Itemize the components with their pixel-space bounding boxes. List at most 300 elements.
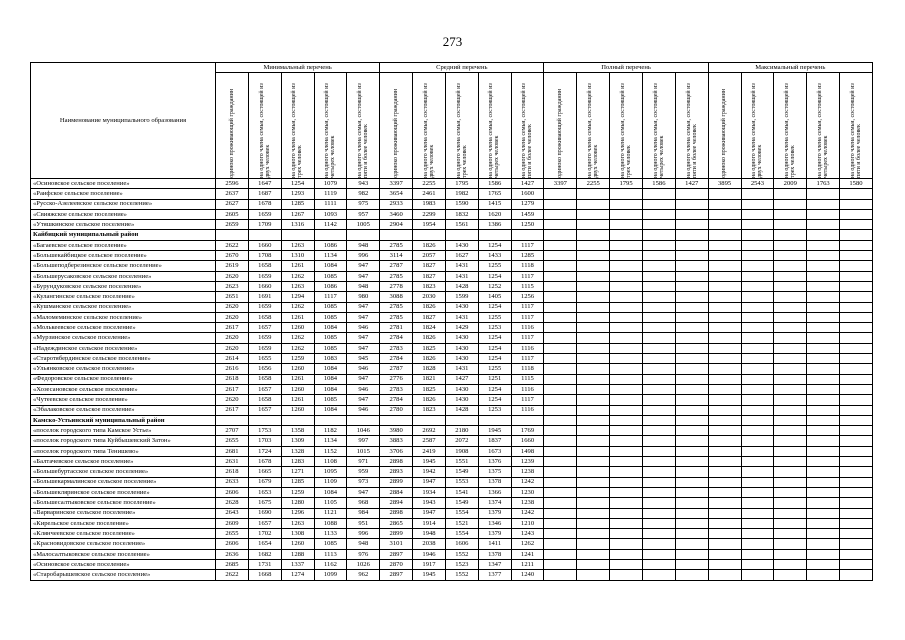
table-row [31,292,873,302]
value-cell: 2637 [216,189,249,199]
empty-cell [642,199,675,209]
municipality-name: «Большеподберезинское сельское поселение» [31,261,216,271]
value-cell: 1826 [413,333,446,343]
value-cell: 947 [347,312,380,322]
empty-cell [248,415,281,425]
region-name: Камско-Устьинский муниципальный район [31,415,216,425]
empty-cell [577,312,610,322]
municipality-name: «Кушманское сельское поселение» [31,302,216,312]
table-row [31,467,873,477]
column-header [741,73,774,179]
empty-cell [807,549,840,559]
empty-cell [544,539,577,549]
value-cell: 1580 [840,179,873,189]
municipality-name: «Старобарышевское сельское поселение» [31,570,216,580]
value-cell: 1308 [281,529,314,539]
empty-cell [774,292,807,302]
empty-cell [840,549,873,559]
empty-cell [807,405,840,415]
empty-cell [807,271,840,281]
value-cell: 1827 [413,271,446,281]
table-row [31,312,873,322]
empty-cell [807,209,840,219]
empty-cell [840,189,873,199]
value-cell: 1430 [445,384,478,394]
empty-cell [544,281,577,291]
value-cell: 1253 [478,405,511,415]
value-cell: 946 [347,364,380,374]
group-header: Минимальный перечень [216,63,380,73]
value-cell: 2685 [216,559,249,569]
empty-cell [675,189,708,199]
empty-cell [741,364,774,374]
value-cell: 2180 [445,426,478,436]
value-cell: 975 [347,199,380,209]
empty-cell [577,487,610,497]
empty-cell [544,405,577,415]
empty-cell [840,251,873,261]
value-cell: 1431 [445,364,478,374]
empty-cell [741,281,774,291]
column-header-label: на одного члена семьи, состоящей из пяти и более человек [521,83,534,178]
value-cell: 1832 [445,209,478,219]
value-cell: 1152 [314,446,347,456]
empty-cell [840,312,873,322]
value-cell: 1118 [511,364,544,374]
municipality-name: «Раифское сельское поселение» [31,189,216,199]
value-cell: 947 [347,395,380,405]
empty-cell [610,323,643,333]
empty-cell [675,292,708,302]
column-header [281,73,314,179]
empty-cell [708,436,741,446]
empty-cell [741,209,774,219]
value-cell: 1254 [478,333,511,343]
empty-cell [577,446,610,456]
municipality-name: «Большекайбицкое сельское поселение» [31,251,216,261]
empty-cell [840,415,873,425]
empty-cell [577,436,610,446]
value-cell: 1659 [248,271,281,281]
value-cell: 1238 [511,498,544,508]
empty-cell [577,415,610,425]
value-cell: 1823 [413,405,446,415]
empty-cell [807,508,840,518]
value-cell: 1825 [413,384,446,394]
value-cell: 1115 [511,281,544,291]
value-cell: 3654 [380,189,413,199]
column-header-label: одиноко проживающий гражданин [721,89,728,178]
value-cell: 946 [347,384,380,394]
value-cell: 1431 [445,261,478,271]
value-cell: 1240 [511,570,544,580]
value-cell: 1823 [413,281,446,291]
empty-cell [708,302,741,312]
empty-cell [577,209,610,219]
value-cell: 1253 [478,323,511,333]
empty-cell [774,539,807,549]
empty-cell [774,549,807,559]
value-cell: 2898 [380,457,413,467]
table-row [31,405,873,415]
empty-cell [807,395,840,405]
table-row [31,508,873,518]
value-cell: 3397 [380,179,413,189]
value-cell: 1085 [314,343,347,353]
empty-cell [544,426,577,436]
empty-cell [708,487,741,497]
empty-cell [840,384,873,394]
empty-cell [577,518,610,528]
value-cell: 2618 [216,374,249,384]
value-cell: 1316 [281,220,314,230]
empty-cell [708,508,741,518]
value-cell: 1116 [511,405,544,415]
value-cell: 1658 [248,261,281,271]
empty-cell [544,230,577,240]
table-row [31,426,873,436]
column-header-label: на одного члена семьи, состоящей из четырех человек [816,83,830,178]
empty-cell [675,395,708,405]
value-cell: 2643 [216,508,249,518]
value-cell: 1162 [314,559,347,569]
empty-cell [675,230,708,240]
value-cell: 996 [347,251,380,261]
empty-cell [741,549,774,559]
table-row [31,457,873,467]
empty-cell [741,539,774,549]
table-row [31,323,873,333]
value-cell: 1085 [314,312,347,322]
empty-cell [708,477,741,487]
value-cell: 2784 [380,395,413,405]
value-cell: 1553 [445,477,478,487]
value-cell: 1294 [281,292,314,302]
value-cell: 1374 [478,498,511,508]
value-cell: 1673 [478,446,511,456]
value-cell: 1309 [281,436,314,446]
empty-cell [741,426,774,436]
empty-cell [642,549,675,559]
municipality-name: «Кулангинское сельское поселение» [31,292,216,302]
table-row [31,199,873,209]
municipality-name: «Надеждинское сельское поселение» [31,343,216,353]
value-cell: 1627 [445,251,478,261]
value-cell: 2655 [216,529,249,539]
value-cell: 1084 [314,323,347,333]
empty-cell [708,549,741,559]
empty-cell [675,354,708,364]
empty-cell [675,487,708,497]
value-cell: 1239 [511,457,544,467]
value-cell: 1267 [281,209,314,219]
empty-cell [708,292,741,302]
value-cell: 2617 [216,384,249,394]
empty-cell [610,405,643,415]
empty-cell [741,251,774,261]
value-cell: 1427 [675,179,708,189]
municipality-name: «Ульянковское сельское поселение» [31,364,216,374]
empty-cell [840,446,873,456]
value-cell: 1660 [248,240,281,250]
empty-cell [807,498,840,508]
value-cell: 1821 [413,374,446,384]
empty-cell [774,384,807,394]
value-cell: 1310 [281,251,314,261]
value-cell: 1983 [413,199,446,209]
value-cell: 2904 [380,220,413,230]
empty-cell [642,251,675,261]
value-cell: 968 [347,498,380,508]
empty-cell [675,477,708,487]
empty-cell [708,189,741,199]
value-cell: 2618 [216,467,249,477]
empty-cell [807,364,840,374]
empty-cell [675,271,708,281]
empty-cell [642,220,675,230]
municipality-name: «Большекармалинское сельское поселение» [31,477,216,487]
municipality-name: «Свияжское сельское поселение» [31,209,216,219]
empty-cell [642,477,675,487]
empty-cell [741,230,774,240]
value-cell: 1254 [478,302,511,312]
value-cell: 1551 [445,457,478,467]
value-cell: 948 [347,240,380,250]
empty-cell [642,189,675,199]
value-cell: 1554 [445,508,478,518]
municipality-name: «Старотябердинское сельское поселение» [31,354,216,364]
value-cell: 1085 [314,302,347,312]
value-cell: 1947 [413,508,446,518]
empty-cell [774,477,807,487]
value-cell: 1259 [281,354,314,364]
column-header-label: на одного члена семьи, состоящей из двух человек [422,83,435,178]
empty-cell [807,529,840,539]
value-cell: 2620 [216,312,249,322]
empty-cell [675,539,708,549]
value-cell: 1606 [445,539,478,549]
value-cell: 1084 [314,487,347,497]
value-cell: 1415 [478,199,511,209]
value-cell: 2628 [216,498,249,508]
value-cell: 1824 [413,323,446,333]
empty-cell [577,281,610,291]
empty-cell [675,374,708,384]
table-row [31,518,873,528]
value-cell: 1459 [511,209,544,219]
value-cell: 984 [347,508,380,518]
value-cell: 1086 [314,281,347,291]
empty-cell [281,415,314,425]
value-cell: 948 [347,539,380,549]
value-cell: 2633 [216,477,249,487]
value-cell: 2620 [216,271,249,281]
empty-cell [807,220,840,230]
value-cell: 1242 [511,477,544,487]
municipality-name: «Красновидовское сельское поселение» [31,539,216,549]
value-cell: 1328 [281,446,314,456]
empty-cell [544,415,577,425]
empty-cell [577,405,610,415]
empty-cell [610,333,643,343]
value-cell: 1668 [248,570,281,580]
empty-cell [807,302,840,312]
value-cell: 1251 [478,374,511,384]
empty-cell [642,508,675,518]
value-cell: 2009 [774,179,807,189]
value-cell: 2784 [380,354,413,364]
empty-cell [774,457,807,467]
empty-cell [675,199,708,209]
value-cell: 1085 [314,395,347,405]
empty-cell [544,323,577,333]
empty-cell [807,446,840,456]
empty-cell [610,549,643,559]
empty-cell [774,405,807,415]
value-cell: 1549 [445,467,478,477]
table-row [31,477,873,487]
value-cell: 1703 [248,436,281,446]
value-cell: 1647 [248,179,281,189]
value-cell: 2784 [380,333,413,343]
table-row [31,395,873,405]
table-body [31,179,873,581]
empty-cell [774,570,807,580]
empty-cell [708,240,741,250]
empty-cell [610,570,643,580]
value-cell: 1116 [511,323,544,333]
value-cell: 1654 [248,539,281,549]
table-row [31,209,873,219]
value-cell: 1827 [413,261,446,271]
value-cell: 1254 [478,384,511,394]
empty-cell [642,374,675,384]
value-cell: 1837 [478,436,511,446]
value-cell: 1948 [413,529,446,539]
empty-cell [774,498,807,508]
empty-cell [708,415,741,425]
value-cell: 1828 [413,364,446,374]
empty-cell [642,312,675,322]
empty-cell [840,240,873,250]
value-cell: 1084 [314,384,347,394]
value-cell: 1658 [248,374,281,384]
empty-cell [840,220,873,230]
empty-cell [840,529,873,539]
empty-cell [675,467,708,477]
municipality-name: «Большесалтыковское сельское поселение» [31,498,216,508]
value-cell: 1908 [445,446,478,456]
empty-cell [741,415,774,425]
empty-cell [807,539,840,549]
empty-cell [610,312,643,322]
value-cell: 3101 [380,539,413,549]
value-cell: 1271 [281,467,314,477]
value-cell: 1346 [478,518,511,528]
empty-cell [675,559,708,569]
value-cell: 2899 [380,529,413,539]
value-cell: 2785 [380,302,413,312]
column-header-label: одиноко проживающий гражданин [393,89,400,178]
table-row [31,384,873,394]
value-cell: 1116 [511,384,544,394]
empty-cell [807,354,840,364]
value-cell: 1261 [281,312,314,322]
value-cell: 1116 [511,343,544,353]
value-cell: 1134 [314,436,347,446]
empty-cell [708,312,741,322]
empty-cell [840,364,873,374]
municipality-name: «поселок городского типа Куйбышевский Затон» [31,436,216,446]
value-cell: 2707 [216,426,249,436]
municipality-name: «Большекляринское сельское поселение» [31,487,216,497]
value-cell: 2620 [216,343,249,353]
value-cell: 1675 [248,498,281,508]
empty-cell [544,271,577,281]
municipality-name: «Осиновское сельское поселение» [31,559,216,569]
value-cell: 1288 [281,549,314,559]
value-cell: 1376 [478,457,511,467]
column-header-label: на одного члена семьи, состоящей из пяти и более человек [685,83,698,178]
value-cell: 2893 [380,467,413,477]
value-cell: 1255 [478,312,511,322]
column-header [577,73,610,179]
table-row [31,261,873,271]
empty-cell [544,498,577,508]
empty-cell [807,384,840,394]
value-cell: 2057 [413,251,446,261]
empty-cell [807,292,840,302]
value-cell: 1261 [281,261,314,271]
empty-cell [807,261,840,271]
empty-cell [840,333,873,343]
value-cell: 3706 [380,446,413,456]
empty-cell [774,333,807,343]
value-cell: 2865 [380,518,413,528]
municipality-name: «Кирельское сельское поселение» [31,518,216,528]
empty-cell [675,312,708,322]
value-cell: 3883 [380,436,413,446]
empty-cell [642,559,675,569]
value-cell: 1590 [445,199,478,209]
value-cell: 1260 [281,323,314,333]
empty-cell [774,251,807,261]
value-cell: 1279 [511,199,544,209]
empty-cell [675,508,708,518]
value-cell: 962 [347,570,380,580]
municipality-name: «Молькеевское сельское поселение» [31,323,216,333]
empty-cell [577,508,610,518]
empty-cell [675,498,708,508]
value-cell: 1430 [445,240,478,250]
empty-cell [478,230,511,240]
value-cell: 2617 [216,323,249,333]
value-cell: 1142 [314,220,347,230]
empty-cell [807,240,840,250]
empty-cell [314,230,347,240]
value-cell: 1118 [511,261,544,271]
table-row [31,302,873,312]
value-cell: 2785 [380,271,413,281]
value-cell: 1117 [511,312,544,322]
value-cell: 2622 [216,240,249,250]
value-cell: 2780 [380,405,413,415]
empty-cell [544,251,577,261]
value-cell: 1134 [314,251,347,261]
empty-cell [807,251,840,261]
empty-cell [642,415,675,425]
empty-cell [610,529,643,539]
